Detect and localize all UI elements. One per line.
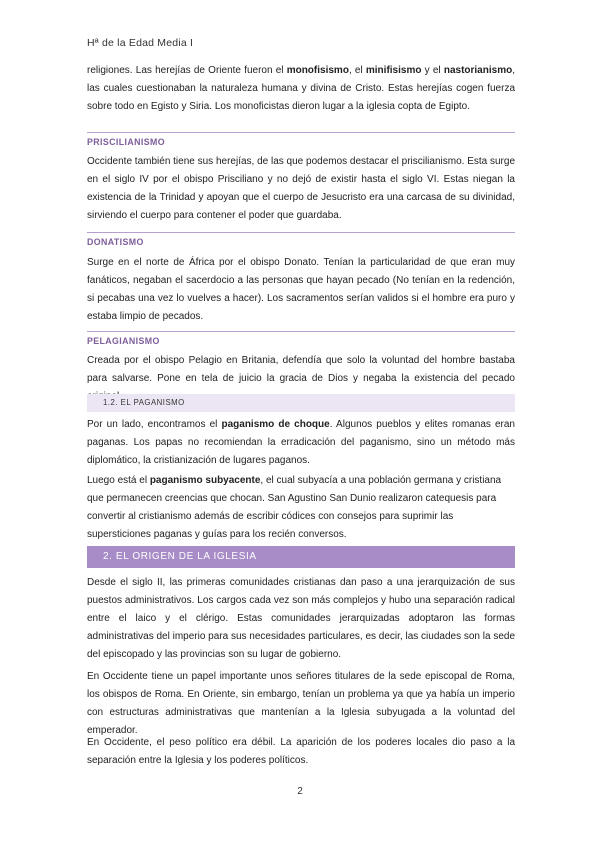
paragraph-paganismo-subyacente: Luego está el paganismo subyacente, el cual subyacía a una población germana y cristiana que permanecen creencias que chocan. San Agustino San Dunio realizaron catequesis para convertir al cristianismo además de escribir códices con consejos para suprimir las supersticiones paganas y guías para los recién conversos. [87, 475, 502, 540]
paragraph-pelagianismo: Creada por el obispo Pelagio en Britania, defendía que solo la voluntad del hombre bastaba para salvarse. Pone en tela de juicio la gracia de Dios y negaba la existencia del pecado [87, 355, 515, 384]
section-title-donatismo: DONATISMO [87, 232, 515, 247]
paragraph-oriente-heresies: religiones. Las herejías de Oriente fueron el monofisismo, el minifisismo y el nastorianismo, las cuales cuestionaban la naturaleza humana y divina de Cristo. Estas herejías cogen fuerza sobre todo en Egisto y Siria. Los monoficistas dieron lugar a la iglesia copta de Egipto. [87, 65, 515, 112]
paragraph-origen-2: En Occidente tiene un papel importante unos señores titulares de la sede episcopal de Roma, los obispos de Roma. En Oriente, sin embargo, tenían un problema ya que ya había un imperio con estructuras administrativas que mantenían a la Iglesia subyugada a la voluntad del emperador. [87, 671, 515, 736]
paragraph-origen-1: Desde el siglo II, las primeras comunidades cristianas dan paso a una jerarquización de sus puestos administrativos. Los cargos cada vez son más complejos y hubo una separación radical entre el laico y el clérigo. Estas comunidades jerarquizadas adoptaron las formas administrativas del imperio para sus necesidades particulares, es decir, las ciudades son la sede del episcopado y las provincias son su lugar de gobierno. [87, 577, 516, 660]
running-header: Hª de la Edad Media I [87, 37, 194, 49]
paragraph-paganismo-choque: Por un lado, encontramos el paganismo de choque. Algunos pueblos y elites romanas eran paganas. Los papas no recomiendan la erradicación del paganismo, sino un método más diplomático, la cristianización de lugares paganos. [87, 419, 515, 466]
section-title-origen-iglesia: 2. EL ORIGEN DE LA IGLESIA [103, 551, 257, 562]
paragraph-origen-3: En Occidente, el peso político era débil. La aparición de los poderes locales dio paso a la separación entre la Iglesia y los poderes políticos. [87, 737, 515, 766]
page-number: 2 [297, 786, 303, 797]
section-title-pelagianismo: PELAGIANISMO [87, 331, 515, 346]
section-title-priscilianismo: PRISCILIANISMO [87, 132, 515, 147]
subsection-band-paganismo [87, 394, 515, 412]
section-band-origen-iglesia [87, 546, 515, 568]
paragraph-priscilianismo: Occidente también tiene sus herejías, de las que podemos destacar el priscilianismo. Esta surge en el siglo IV por el obispo Prisciliano y no dejó de existir hasta el siglo VI. Estas niegan la existencia de la Trinidad y apoyan que el cuerpo de Jesucristo era una carcasa de su divinidad, sirviendo el cuerpo para contener el poder que guardaba. [87, 156, 516, 221]
paragraph-donatismo: Surge en el norte de África por el obispo Donato. Tenían la particularidad de que eran muy fanáticos, negaban el sacerdocio a las personas que hayan pecado (No tenían en la redención, si pecabas una vez lo vuelves a hacer). Los sacramentos serían validos si el hombre era puro y estaba limpio de pecados. [87, 257, 515, 322]
subsection-title-paganismo: 1.2. EL PAGANISMO [103, 398, 185, 407]
